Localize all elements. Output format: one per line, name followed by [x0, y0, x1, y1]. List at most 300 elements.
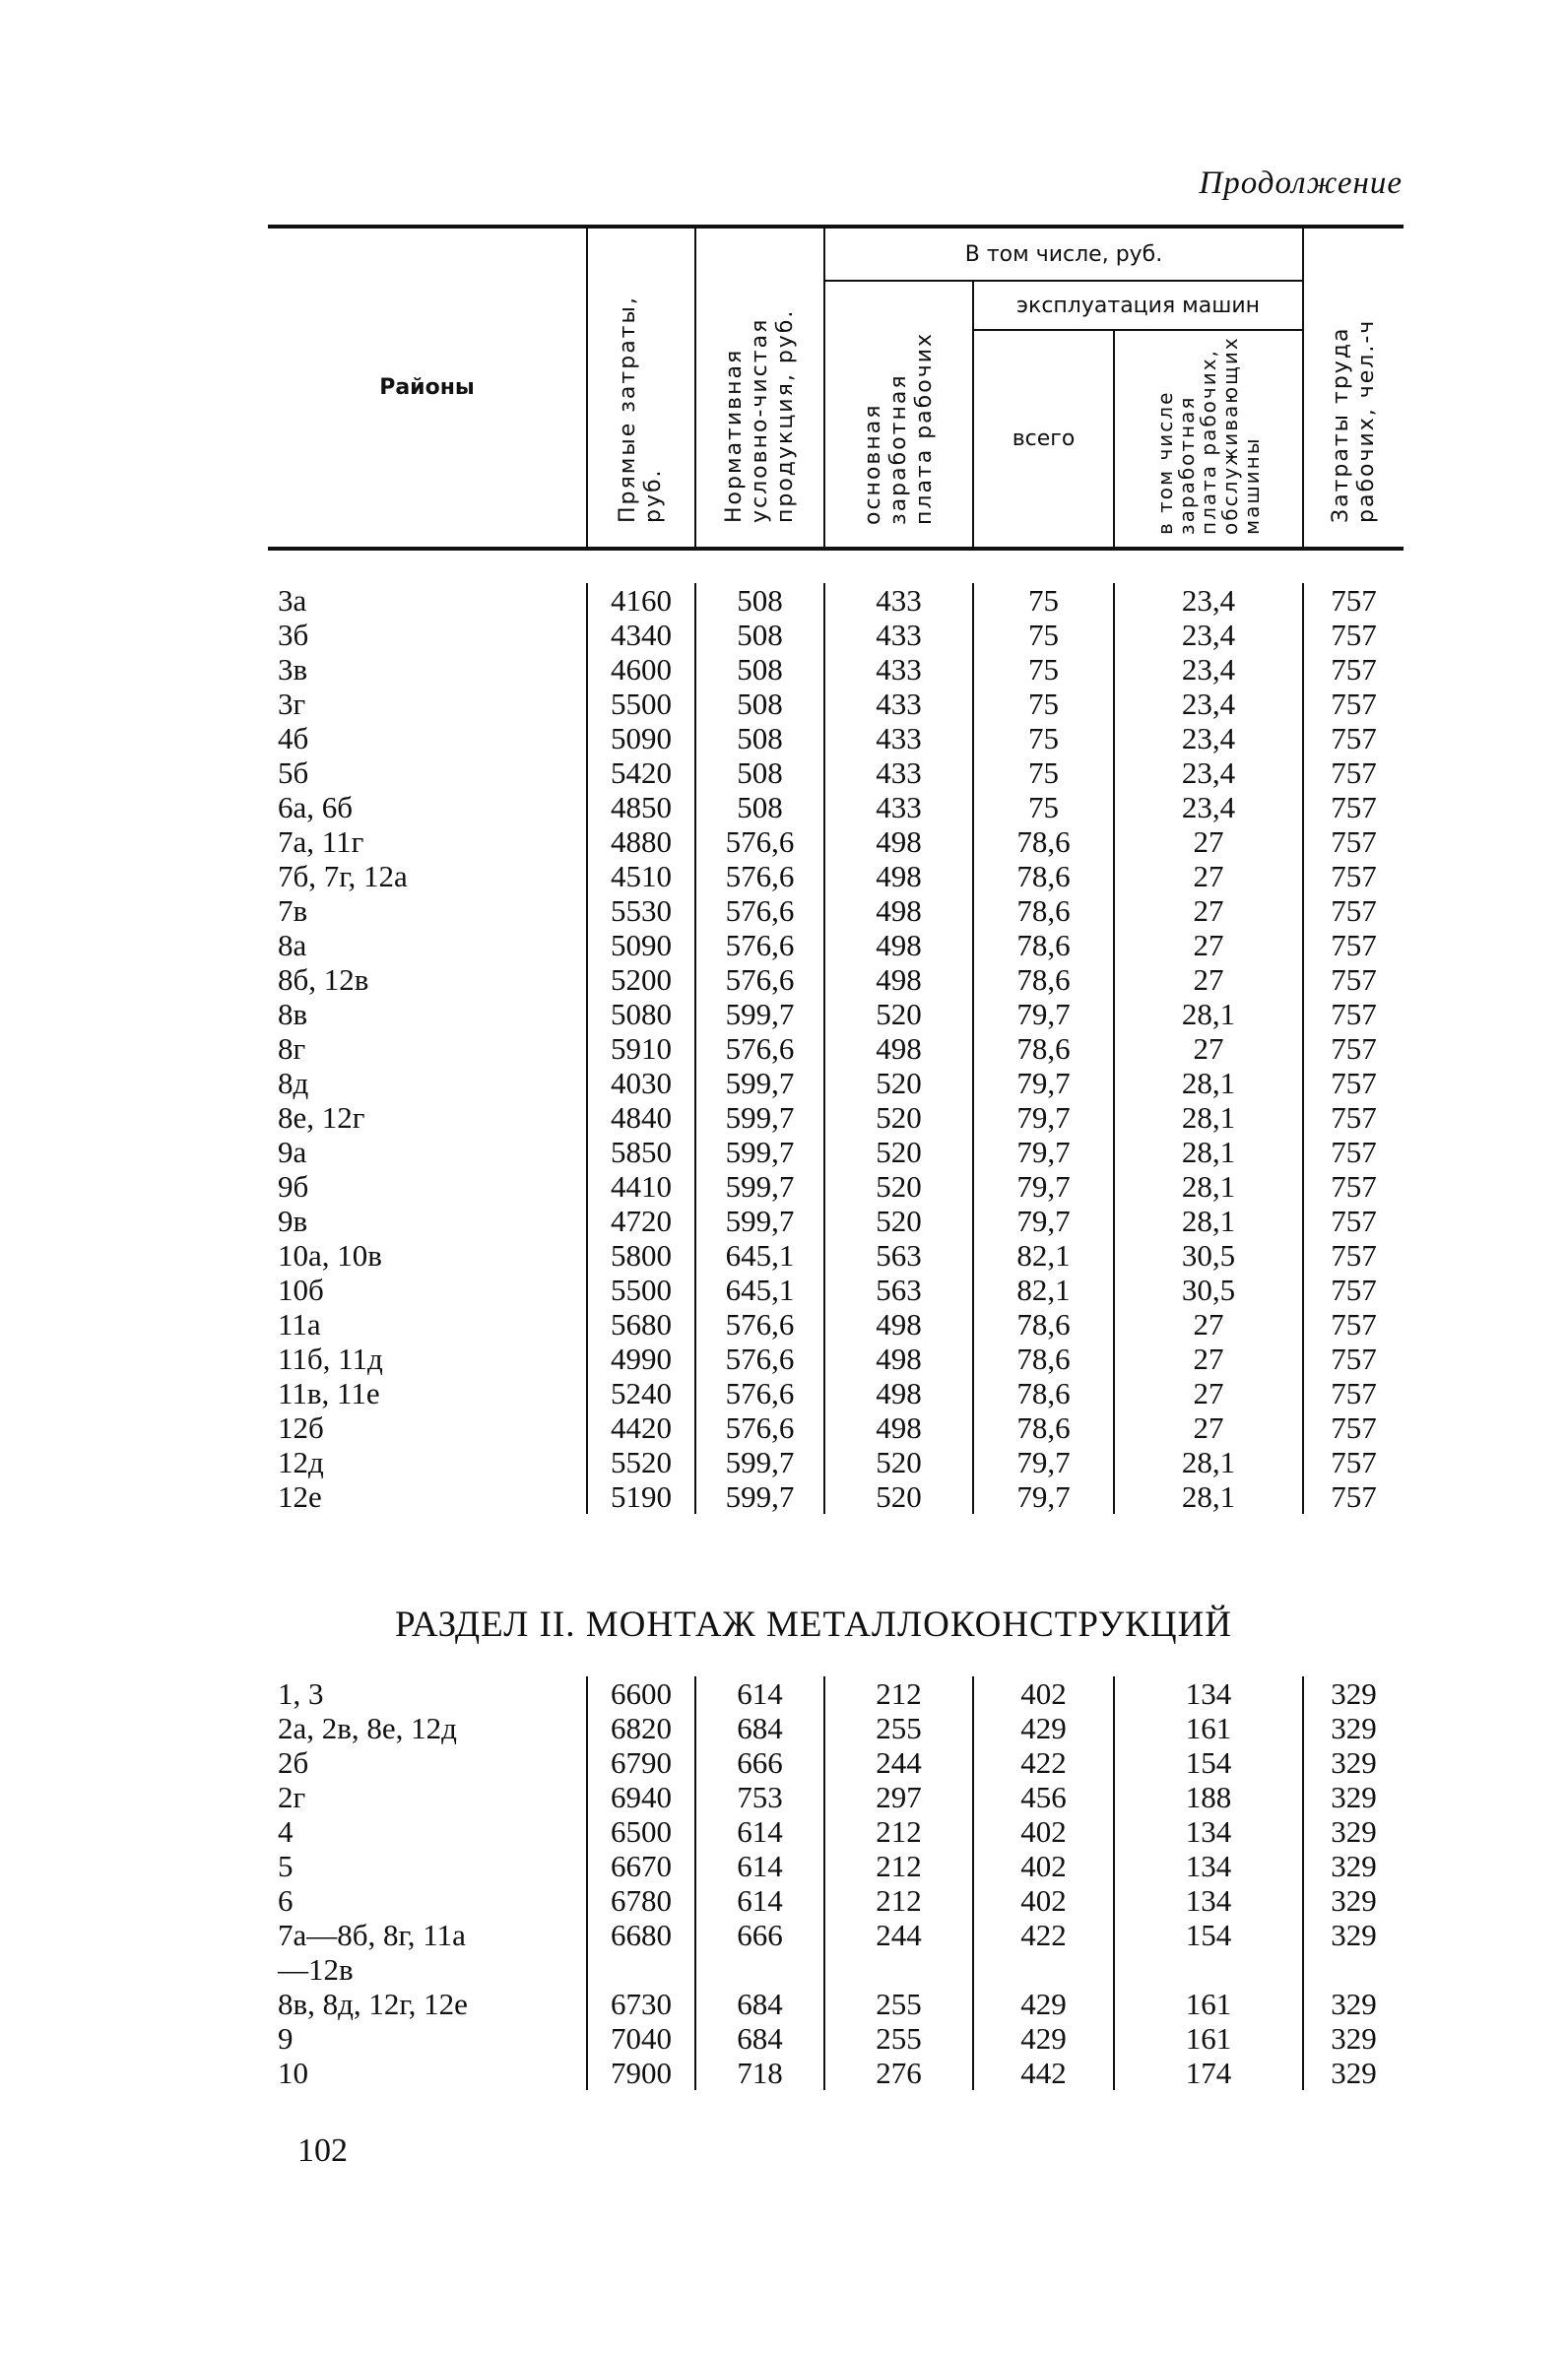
district-cell: 7б, 7г, 12а [278, 859, 408, 893]
value-cell: 614 [695, 1814, 824, 1849]
value-cell: 329 [1303, 2056, 1404, 2090]
value-cell: 27 [1114, 928, 1303, 962]
district-cell: 1, 3 [278, 1676, 324, 1711]
value-cell: 520 [824, 1100, 973, 1135]
value-cell: 520 [824, 997, 973, 1031]
value-cell: 23,4 [1114, 790, 1303, 824]
header-machines-wage: в том числе заработная плата рабочих, обслуживающих машины [1114, 330, 1303, 549]
value-cell: 757 [1303, 1204, 1404, 1238]
value-cell: 329 [1303, 1883, 1404, 1918]
district-cell: 8е, 12г [278, 1100, 365, 1135]
value-cell: 599,7 [695, 1445, 824, 1479]
value-cell: 402 [973, 1676, 1114, 1711]
table-row [268, 928, 1404, 962]
value-cell: 4990 [587, 1342, 695, 1376]
value-cell: 78,6 [973, 859, 1114, 893]
district-cell: 3в [278, 652, 308, 687]
value-cell: 718 [695, 2056, 824, 2090]
district-cell: 4б [278, 721, 309, 755]
value-cell: 6780 [587, 1883, 695, 1918]
value-cell: 757 [1303, 1376, 1404, 1410]
value-cell: 79,7 [973, 1445, 1114, 1479]
district-cell: 10 [278, 2056, 308, 2090]
value-cell: 576,6 [695, 1410, 824, 1445]
table-row [268, 1307, 1404, 1342]
table-row [268, 1169, 1404, 1204]
value-cell: 5680 [587, 1307, 695, 1342]
value-cell: 429 [973, 1711, 1114, 1745]
district-cell: 8в, 8д, 12г, 12е [278, 1987, 468, 2021]
table-row [268, 1342, 1404, 1376]
value-cell: 6790 [587, 1745, 695, 1780]
value-cell: 5090 [587, 928, 695, 962]
value-cell: 508 [695, 721, 824, 755]
value-cell: 28,1 [1114, 1135, 1303, 1169]
table-row [268, 1849, 1404, 1883]
value-cell: 576,6 [695, 859, 824, 893]
value-cell: 599,7 [695, 1169, 824, 1204]
value-cell: 27 [1114, 962, 1303, 997]
value-cell: 78,6 [973, 1031, 1114, 1066]
table-row [268, 997, 1404, 1031]
value-cell: 161 [1114, 1987, 1303, 2021]
value-cell: 520 [824, 1169, 973, 1204]
value-cell: 27 [1114, 1410, 1303, 1445]
table-row [268, 1987, 1404, 2021]
value-cell: 255 [824, 1711, 973, 1745]
table-row [268, 1376, 1404, 1410]
district-cell: 7а, 11г [278, 824, 364, 859]
table-row [268, 1410, 1404, 1445]
value-cell: 599,7 [695, 1204, 824, 1238]
table-row [268, 721, 1404, 755]
value-cell: 645,1 [695, 1273, 824, 1307]
value-cell: 433 [824, 652, 973, 687]
value-cell: 329 [1303, 2021, 1404, 2056]
value-cell: 576,6 [695, 1031, 824, 1066]
district-cell: 9б [278, 1169, 309, 1204]
value-cell: 5200 [587, 962, 695, 997]
table-row [268, 1100, 1404, 1135]
value-cell: 433 [824, 687, 973, 721]
value-cell: 757 [1303, 755, 1404, 790]
district-cell: 8а [278, 928, 307, 962]
value-cell: 645,1 [695, 1238, 824, 1273]
value-cell: 28,1 [1114, 997, 1303, 1031]
district-cell: 11а [278, 1307, 321, 1342]
value-cell: 6500 [587, 1814, 695, 1849]
value-cell: 402 [973, 1849, 1114, 1883]
value-cell: 23,4 [1114, 721, 1303, 755]
value-cell: 4160 [587, 583, 695, 618]
header-machines: эксплуатация машин [973, 281, 1303, 330]
value-cell: 23,4 [1114, 755, 1303, 790]
district-cell: 7а—8б, 8г, 11а—12в [278, 1918, 466, 1987]
value-cell: 429 [973, 2021, 1114, 2056]
value-cell: 757 [1303, 1479, 1404, 1514]
value-cell: 329 [1303, 1676, 1404, 1711]
value-cell: 5090 [587, 721, 695, 755]
value-cell: 433 [824, 618, 973, 652]
table-row [268, 618, 1404, 652]
value-cell: 520 [824, 1479, 973, 1514]
table-row [268, 1135, 1404, 1169]
value-cell: 244 [824, 1918, 973, 1987]
header-labor-costs: Затраты труда рабочих, чел.-ч [1303, 227, 1404, 549]
value-cell: 614 [695, 1676, 824, 1711]
value-cell: 79,7 [973, 1135, 1114, 1169]
value-cell: 576,6 [695, 893, 824, 928]
table-row [268, 1711, 1404, 1745]
value-cell: 82,1 [973, 1273, 1114, 1307]
value-cell: 599,7 [695, 1479, 824, 1514]
value-cell: 79,7 [973, 1479, 1114, 1514]
value-cell: 5910 [587, 1031, 695, 1066]
district-cell: 3а [278, 583, 307, 618]
value-cell: 5530 [587, 893, 695, 928]
value-cell: 757 [1303, 1307, 1404, 1342]
value-cell: 757 [1303, 1031, 1404, 1066]
district-cell: 9а [278, 1135, 307, 1169]
value-cell: 244 [824, 1745, 973, 1780]
table-row [268, 1273, 1404, 1307]
value-cell: 402 [973, 1814, 1114, 1849]
table-row [268, 583, 1404, 618]
header-machines-total: всего [973, 330, 1114, 549]
value-cell: 576,6 [695, 928, 824, 962]
value-cell: 520 [824, 1135, 973, 1169]
district-cell: 8д [278, 1066, 309, 1100]
value-cell: 134 [1114, 1676, 1303, 1711]
value-cell: 276 [824, 2056, 973, 2090]
table-row [268, 652, 1404, 687]
value-cell: 402 [973, 1883, 1114, 1918]
value-cell: 429 [973, 1987, 1114, 2021]
value-cell: 28,1 [1114, 1100, 1303, 1135]
district-cell: 6а, 6б [278, 790, 354, 824]
value-cell: 498 [824, 1410, 973, 1445]
value-cell: 79,7 [973, 1204, 1114, 1238]
value-cell: 5420 [587, 755, 695, 790]
value-cell: 329 [1303, 1780, 1404, 1814]
value-cell: 433 [824, 755, 973, 790]
value-cell: 757 [1303, 859, 1404, 893]
value-cell: 599,7 [695, 1066, 824, 1100]
section2-table [268, 1676, 1404, 2090]
value-cell: 757 [1303, 790, 1404, 824]
value-cell: 753 [695, 1780, 824, 1814]
value-cell: 757 [1303, 1410, 1404, 1445]
value-cell: 212 [824, 1849, 973, 1883]
value-cell: 666 [695, 1745, 824, 1780]
value-cell: 442 [973, 2056, 1114, 2090]
value-cell: 329 [1303, 1849, 1404, 1883]
value-cell: 134 [1114, 1849, 1303, 1883]
value-cell: 27 [1114, 1376, 1303, 1410]
value-cell: 5240 [587, 1376, 695, 1410]
value-cell: 329 [1303, 1711, 1404, 1745]
value-cell: 6730 [587, 1987, 695, 2021]
value-cell: 757 [1303, 583, 1404, 618]
value-cell: 614 [695, 1883, 824, 1918]
value-cell: 422 [973, 1918, 1114, 1987]
value-cell: 78,6 [973, 928, 1114, 962]
value-cell: 28,1 [1114, 1445, 1303, 1479]
value-cell: 212 [824, 1883, 973, 1918]
table-row [268, 1780, 1404, 1814]
value-cell: 23,4 [1114, 652, 1303, 687]
value-cell: 75 [973, 652, 1114, 687]
value-cell: 498 [824, 824, 973, 859]
value-cell: 23,4 [1114, 687, 1303, 721]
value-cell: 23,4 [1114, 618, 1303, 652]
table-row [268, 2056, 1404, 2090]
value-cell: 27 [1114, 859, 1303, 893]
value-cell: 757 [1303, 1135, 1404, 1169]
value-cell: 6680 [587, 1918, 695, 1987]
value-cell: 4600 [587, 652, 695, 687]
value-cell: 75 [973, 790, 1114, 824]
value-cell: 4880 [587, 824, 695, 859]
district-cell: 12б [278, 1410, 324, 1445]
header-direct-costs: Прямые затраты, руб. [587, 227, 695, 549]
value-cell: 508 [695, 652, 824, 687]
district-cell: 2б [278, 1745, 309, 1780]
value-cell: 757 [1303, 1342, 1404, 1376]
value-cell: 757 [1303, 1238, 1404, 1273]
value-cell: 5080 [587, 997, 695, 1031]
value-cell: 498 [824, 1031, 973, 1066]
value-cell: 27 [1114, 1031, 1303, 1066]
value-cell: 576,6 [695, 962, 824, 997]
district-cell: 9в [278, 1204, 308, 1238]
district-cell: 4 [278, 1814, 294, 1849]
value-cell: 757 [1303, 962, 1404, 997]
table-row [268, 2021, 1404, 2056]
value-cell: 4420 [587, 1410, 695, 1445]
value-cell: 188 [1114, 1780, 1303, 1814]
value-cell: 6600 [587, 1676, 695, 1711]
value-cell: 757 [1303, 1169, 1404, 1204]
value-cell: 75 [973, 755, 1114, 790]
value-cell: 329 [1303, 1918, 1404, 1987]
value-cell: 28,1 [1114, 1169, 1303, 1204]
value-cell: 757 [1303, 997, 1404, 1031]
value-cell: 4510 [587, 859, 695, 893]
table-row [268, 1204, 1404, 1238]
value-cell: 433 [824, 583, 973, 618]
value-cell: 498 [824, 1307, 973, 1342]
value-cell: 4030 [587, 1066, 695, 1100]
value-cell: 30,5 [1114, 1238, 1303, 1273]
value-cell: 498 [824, 893, 973, 928]
table-row [268, 1445, 1404, 1479]
value-cell: 174 [1114, 2056, 1303, 2090]
header-district: Районы [379, 375, 475, 400]
table-row [268, 1676, 1404, 1711]
value-cell: 79,7 [973, 1100, 1114, 1135]
district-cell: 5 [278, 1849, 294, 1883]
value-cell: 78,6 [973, 1342, 1114, 1376]
value-cell: 757 [1303, 687, 1404, 721]
value-cell: 684 [695, 1711, 824, 1745]
value-cell: 757 [1303, 721, 1404, 755]
district-cell: 6 [278, 1883, 294, 1918]
value-cell: 576,6 [695, 824, 824, 859]
value-cell: 79,7 [973, 997, 1114, 1031]
value-cell: 134 [1114, 1883, 1303, 1918]
value-cell: 27 [1114, 1307, 1303, 1342]
value-cell: 78,6 [973, 1410, 1114, 1445]
value-cell: 4410 [587, 1169, 695, 1204]
district-cell: 12д [278, 1445, 324, 1479]
value-cell: 576,6 [695, 1376, 824, 1410]
value-cell: 7900 [587, 2056, 695, 2090]
value-cell: 154 [1114, 1918, 1303, 1987]
district-cell: 10а, 10в [278, 1238, 382, 1273]
header-normative-product: Нормативная условно-чистая продукция, руб. [695, 227, 824, 549]
value-cell: 329 [1303, 1745, 1404, 1780]
district-cell: 12е [278, 1479, 322, 1514]
table-row [268, 1066, 1404, 1100]
district-cell: 9 [278, 2021, 294, 2056]
value-cell: 576,6 [695, 1307, 824, 1342]
district-cell: 11б, 11д [278, 1342, 383, 1376]
value-cell: 75 [973, 721, 1114, 755]
value-cell: 75 [973, 618, 1114, 652]
value-cell: 75 [973, 687, 1114, 721]
table-row [268, 755, 1404, 790]
value-cell: 212 [824, 1814, 973, 1849]
value-cell: 27 [1114, 824, 1303, 859]
table-header [268, 225, 1404, 551]
table-row [268, 1883, 1404, 1918]
value-cell: 757 [1303, 1100, 1404, 1135]
value-cell: 79,7 [973, 1066, 1114, 1100]
value-cell: 255 [824, 2021, 973, 2056]
value-cell: 75 [973, 583, 1114, 618]
value-cell: 433 [824, 790, 973, 824]
value-cell: 508 [695, 618, 824, 652]
value-cell: 161 [1114, 2021, 1303, 2056]
section2-title: РАЗДЕЛ II. МОНТАЖ МЕТАЛЛОКОНСТРУКЦИЙ [394, 1605, 1233, 1645]
value-cell: 28,1 [1114, 1204, 1303, 1238]
value-cell: 6670 [587, 1849, 695, 1883]
table-row [268, 824, 1404, 859]
value-cell: 757 [1303, 824, 1404, 859]
value-cell: 297 [824, 1780, 973, 1814]
value-cell: 82,1 [973, 1238, 1114, 1273]
district-cell: 5б [278, 755, 309, 790]
value-cell: 599,7 [695, 1135, 824, 1169]
value-cell: 329 [1303, 1987, 1404, 2021]
value-cell: 23,4 [1114, 583, 1303, 618]
value-cell: 422 [973, 1745, 1114, 1780]
value-cell: 576,6 [695, 1342, 824, 1376]
value-cell: 684 [695, 2021, 824, 2056]
table-row [268, 687, 1404, 721]
value-cell: 614 [695, 1849, 824, 1883]
table-row [268, 1238, 1404, 1273]
value-cell: 666 [695, 1918, 824, 1987]
value-cell: 498 [824, 1342, 973, 1376]
district-cell: 8г [278, 1031, 306, 1066]
table-row [268, 790, 1404, 824]
value-cell: 563 [824, 1238, 973, 1273]
value-cell: 520 [824, 1066, 973, 1100]
value-cell: 498 [824, 962, 973, 997]
value-cell: 79,7 [973, 1169, 1114, 1204]
value-cell: 6820 [587, 1711, 695, 1745]
value-cell: 5190 [587, 1479, 695, 1514]
value-cell: 5500 [587, 1273, 695, 1307]
value-cell: 5520 [587, 1445, 695, 1479]
value-cell: 28,1 [1114, 1066, 1303, 1100]
value-cell: 5800 [587, 1238, 695, 1273]
district-cell: 3б [278, 618, 309, 652]
value-cell: 78,6 [973, 962, 1114, 997]
district-cell: 2г [278, 1780, 306, 1814]
continuation-label: Продолжение [1199, 165, 1403, 201]
value-cell: 78,6 [973, 1307, 1114, 1342]
value-cell: 599,7 [695, 1100, 824, 1135]
district-cell: 2а, 2в, 8е, 12д [278, 1711, 457, 1745]
value-cell: 520 [824, 1445, 973, 1479]
district-cell: 3г [278, 687, 306, 721]
value-cell: 757 [1303, 893, 1404, 928]
value-cell: 4840 [587, 1100, 695, 1135]
value-cell: 4340 [587, 618, 695, 652]
value-cell: 30,5 [1114, 1273, 1303, 1307]
value-cell: 456 [973, 1780, 1114, 1814]
value-cell: 27 [1114, 1342, 1303, 1376]
value-cell: 508 [695, 755, 824, 790]
value-cell: 498 [824, 928, 973, 962]
value-cell: 4850 [587, 790, 695, 824]
value-cell: 6940 [587, 1780, 695, 1814]
district-cell: 11в, 11е [278, 1376, 380, 1410]
value-cell: 5500 [587, 687, 695, 721]
value-cell: 134 [1114, 1814, 1303, 1849]
header-base-wage: основная заработная плата рабочих [824, 281, 973, 549]
value-cell: 599,7 [695, 997, 824, 1031]
district-cell: 8б, 12в [278, 962, 369, 997]
value-cell: 757 [1303, 1273, 1404, 1307]
value-cell: 563 [824, 1273, 973, 1307]
district-cell: 8в [278, 997, 308, 1031]
value-cell: 757 [1303, 652, 1404, 687]
value-cell: 27 [1114, 893, 1303, 928]
value-cell: 757 [1303, 1445, 1404, 1479]
value-cell: 498 [824, 1376, 973, 1410]
value-cell: 508 [695, 790, 824, 824]
district-cell: 10б [278, 1273, 324, 1307]
value-cell: 757 [1303, 1066, 1404, 1100]
district-cell: 7в [278, 893, 308, 928]
value-cell: 78,6 [973, 893, 1114, 928]
value-cell: 508 [695, 583, 824, 618]
value-cell: 161 [1114, 1711, 1303, 1745]
value-cell: 329 [1303, 1814, 1404, 1849]
value-cell: 5850 [587, 1135, 695, 1169]
table-row [268, 859, 1404, 893]
table-row [268, 1031, 1404, 1066]
value-cell: 757 [1303, 928, 1404, 962]
table-row [268, 1745, 1404, 1780]
table-row [268, 962, 1404, 997]
value-cell: 212 [824, 1676, 973, 1711]
value-cell: 78,6 [973, 824, 1114, 859]
